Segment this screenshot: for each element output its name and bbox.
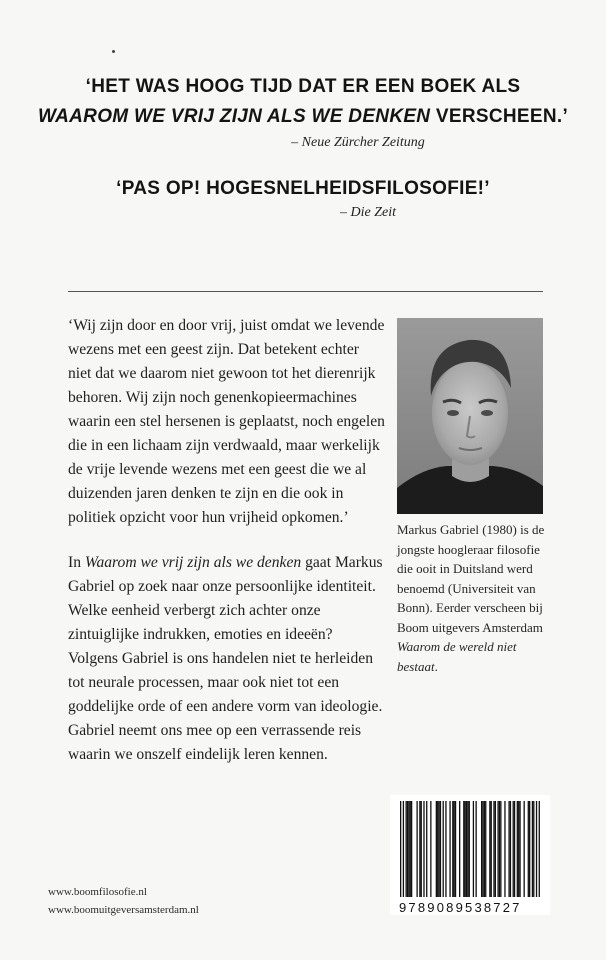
barcode-bar — [508, 801, 509, 897]
url-boomuitgevers: www.boomuitgeversamsterdam.nl — [48, 904, 199, 916]
barcode-bar — [403, 801, 404, 897]
barcode-bar — [500, 801, 501, 897]
barcode-bar — [466, 801, 467, 897]
barcode-bar — [489, 801, 490, 897]
barcode-bar — [533, 801, 534, 897]
barcode-bar — [528, 801, 529, 897]
barcode-bar — [485, 801, 486, 897]
blurb-p2-pre: In — [68, 554, 85, 571]
barcode-bar — [473, 801, 474, 897]
barcode-bar — [497, 801, 498, 897]
barcode-bar — [454, 801, 455, 897]
quote-nzz — [0, 72, 606, 132]
barcode-bar — [465, 801, 466, 897]
barcode-bar — [484, 801, 485, 897]
barcode-panel — [390, 795, 550, 915]
barcode-bar — [438, 801, 439, 897]
barcode-bar — [463, 801, 464, 897]
quote-nzz-line1: ‘HET WAS HOOG TIJD DAT ER EEN BOEK ALS — [85, 76, 521, 97]
blurb-p2-post: gaat Markus Gabriel op zoek naar onze persoonlijke identiteit. Welke eenheid verbergt zich achter onze zintuiglijke indrukken, emoties en ideeën? Volgens Gabriel is ons handelen niet te herleiden tot neurale processen, maar ook niet tot een goddelijke orde of een andere vorm van ideologie. Gabriel neemt ons mee op een verrassende reis waarin we onszelf eindelijk leren kennen. — [68, 554, 383, 763]
barcode-bar — [416, 801, 417, 897]
barcode-bar — [536, 801, 537, 897]
speck-mark — [112, 50, 115, 53]
barcode-bar — [524, 801, 525, 897]
barcode-bar — [455, 801, 456, 897]
quote-nzz-book-title: WAAROM WE VRIJ ZIJN ALS WE DENKEN — [37, 106, 431, 127]
barcode-bar — [407, 801, 408, 897]
barcode-bar — [519, 801, 520, 897]
barcode-bar — [517, 801, 518, 897]
blurb-paragraph-2 — [68, 551, 386, 767]
divider-rule — [68, 291, 543, 292]
barcode-bar — [491, 801, 492, 897]
barcode-bar — [400, 801, 401, 897]
barcode-bar — [467, 801, 468, 897]
barcode-bar — [482, 801, 483, 897]
quote-nzz-source: – Neue Zürcher Zeitung — [291, 135, 425, 150]
barcode-bar — [481, 801, 482, 897]
author-bio-post: . — [434, 658, 438, 674]
blurb — [68, 314, 386, 767]
barcode-bar — [532, 801, 533, 897]
barcode-bar — [436, 801, 437, 897]
barcode-bar — [423, 801, 424, 897]
barcode-bar — [493, 801, 494, 897]
press-quotes — [0, 72, 606, 222]
blurb-paragraph-1: ‘Wij zijn door en door vrij, juist omdat we levende wezens met een geest zijn. Dat betekent echter niet dat we daarom niet gewoon tot het dierenrijk behoren. Wij zijn noch genenkopieermachines waarin een stel hersenen is geplaatst, noch engelen die in een lichaam zijn verdwaald, maar werkelijk de vrije levende wezens met een geest die we al duizenden jaren denken te zijn en die ook in politiek opzicht voor hun vrijheid opkomen.’ — [68, 317, 385, 526]
barcode-bar — [443, 801, 444, 897]
barcode-bar — [437, 801, 438, 897]
barcode-bar — [495, 801, 496, 897]
barcode-bar — [426, 801, 427, 897]
barcode-bar — [440, 801, 441, 897]
barcode-bar — [518, 801, 519, 897]
barcode-bar — [475, 801, 476, 897]
barcode-bar — [469, 801, 470, 897]
author-bio — [397, 520, 547, 676]
author-bio-pre: Markus Gabriel (1980) is de jongste hoogleraar filosofie die ooit in Duitsland werd benoemd (Universiteit van Bonn). Eerder verscheen bij Boom uitgevers Amsterdam — [397, 522, 545, 635]
blurb-book-title: Waarom we vrij zijn als we denken — [84, 554, 302, 571]
barcode-bar — [430, 801, 431, 897]
barcode-bar — [499, 801, 500, 897]
quote-nzz-line2-rest: VERSCHEEN.’ — [430, 106, 569, 127]
barcode-bar — [513, 801, 514, 897]
barcode-bar — [445, 801, 446, 897]
barcode-bar — [459, 801, 460, 897]
isbn-barcode — [390, 795, 550, 899]
barcode-bar — [529, 801, 530, 897]
barcode-bar — [510, 801, 511, 897]
barcode-bar — [514, 801, 515, 897]
barcode-bar — [539, 801, 540, 897]
url-boomfilosofie: www.boomfilosofie.nl — [48, 886, 147, 898]
barcode-bar — [504, 801, 505, 897]
isbn-number: 9789089538727 — [399, 900, 522, 915]
barcode-bar — [410, 801, 411, 897]
barcode-bar — [452, 801, 453, 897]
publisher-urls — [48, 883, 199, 919]
barcode-bar — [419, 801, 420, 897]
quote-zeit: ‘PAS OP! HOGESNELHEIDSFILOSOFIE!’ — [116, 178, 490, 199]
barcode-bar — [408, 801, 409, 897]
author-portrait-image — [397, 318, 543, 514]
barcode-bar — [449, 801, 450, 897]
author-bio-book-title: Waarom de wereld niet bestaat — [397, 639, 517, 674]
quote-zeit-source: – Die Zeit — [340, 205, 396, 220]
barcode-bar — [411, 801, 412, 897]
barcode-bar — [421, 801, 422, 897]
author-photo — [397, 318, 543, 514]
barcode-bar — [405, 801, 406, 897]
